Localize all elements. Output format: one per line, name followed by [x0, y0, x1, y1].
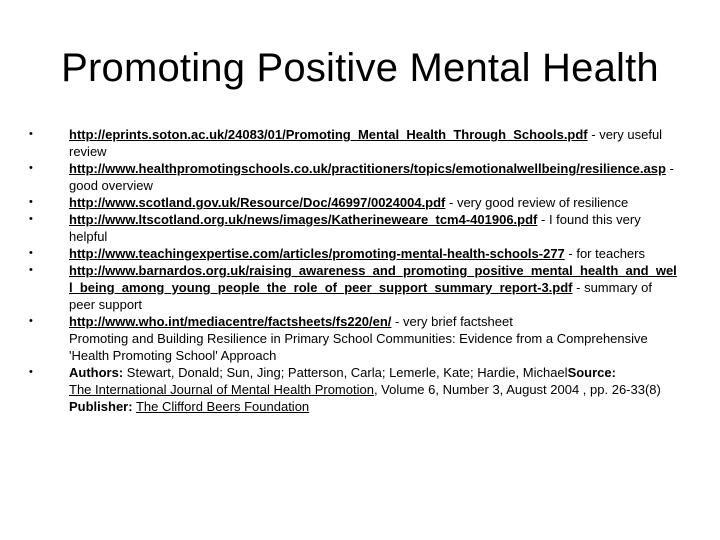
reference-link[interactable]: http://www.teachingexpertise.com/articles/promoting-mental-health-schools-277 — [69, 246, 565, 261]
reference-note: I found this very helpful — [69, 212, 641, 244]
bullet-icon: • — [29, 196, 33, 208]
reference-link[interactable]: http://www.barnardos.org.uk/raising_awareness_and_promoting_positive_mental_health_and_well_being_among_young_people_the_role_of_peer_support_summary_report-3.pdf — [69, 263, 677, 295]
citation-authors: Stewart, Donald; Sun, Jing; Patterson, Carla; Lemerle, Kate; Hardie, Michael — [123, 365, 568, 380]
reference-link[interactable]: http://www.who.int/mediacentre/factsheets/fs220/en/ — [69, 314, 392, 329]
source-label: Source: — [567, 365, 616, 380]
reference-note: good overview — [69, 178, 153, 193]
list-item — [29, 245, 679, 262]
list-item — [29, 194, 679, 211]
page-title: Promoting Positive Mental Health — [61, 46, 659, 90]
reference-separator: - — [572, 280, 585, 295]
reference-separator: - — [665, 161, 674, 176]
bullet-icon: • — [29, 128, 33, 140]
list-item — [29, 160, 679, 194]
publisher-label: Publisher: — [69, 399, 133, 414]
list-item — [29, 364, 679, 415]
bullet-icon: • — [29, 213, 33, 225]
reference-list — [29, 126, 679, 415]
bullet-icon: • — [29, 247, 33, 259]
reference-note: very good review of resilience — [456, 195, 629, 210]
authors-label: Authors: — [69, 365, 124, 380]
bullet-icon: • — [29, 315, 33, 327]
list-item — [29, 126, 679, 160]
reference-separator: - — [391, 314, 403, 329]
reference-link[interactable]: http://www.healthpromotingschools.co.uk/practitioners/topics/emotionalwellbeing/resilience.asp — [69, 161, 666, 176]
citation-title: Promoting and Building Resilience in Primary School Communities: Evidence from a Comprehensive 'Health Promoting School' Approach — [69, 331, 648, 363]
reference-separator: - — [445, 195, 457, 210]
reference-note: very useful review — [69, 127, 663, 159]
bullet-icon: • — [29, 366, 33, 378]
reference-separator: - — [564, 246, 577, 261]
reference-note: summary of peer support — [69, 280, 652, 312]
list-item — [29, 262, 679, 313]
citation-details: , Volume 6, Number 3, August 2004 , pp. 26-33(8) — [373, 382, 661, 397]
reference-note: for teachers — [576, 246, 645, 261]
reference-separator: - — [587, 127, 600, 142]
reference-link[interactable]: http://www.ltscotland.org.uk/news/images/Katherineweare_tcm4-401906.pdf — [69, 212, 538, 227]
list-item — [29, 313, 679, 364]
publisher-link[interactable]: The Clifford Beers Foundation — [135, 399, 310, 414]
bullet-icon: • — [29, 264, 33, 276]
bullet-icon: • — [29, 162, 33, 174]
reference-separator: - — [537, 212, 549, 227]
reference-link[interactable]: http://www.scotland.gov.uk/Resource/Doc/46997/0024004.pdf — [69, 195, 446, 210]
reference-link[interactable]: http://eprints.soton.ac.uk/24083/01/Promoting_Mental_Health_Through_Schools.pdf — [69, 127, 588, 142]
list-item — [29, 211, 679, 245]
journal-link[interactable]: The International Journal of Mental Health Promotion — [69, 382, 374, 397]
reference-note: very brief factsheet — [403, 314, 513, 329]
